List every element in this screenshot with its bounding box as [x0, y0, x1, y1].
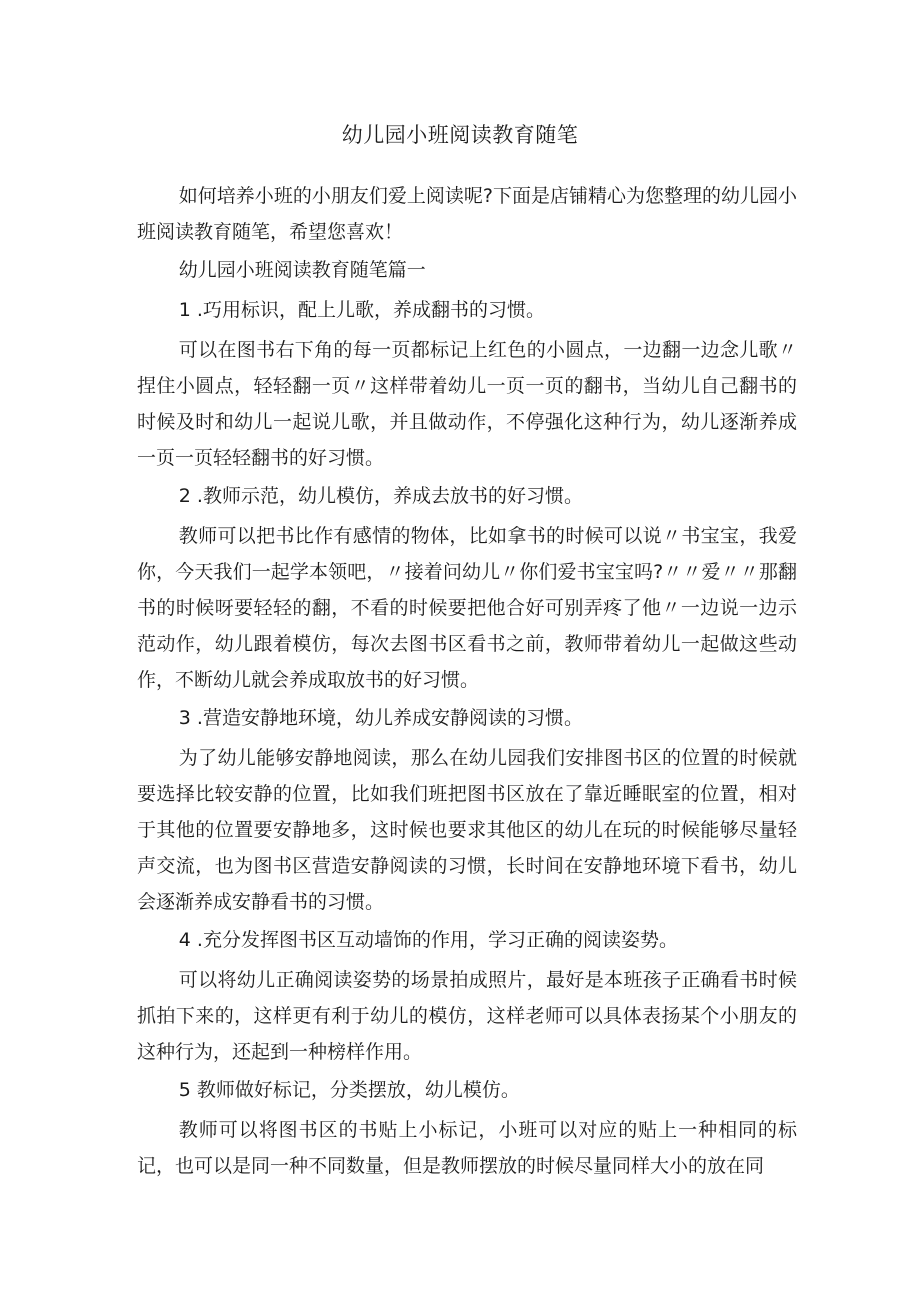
section-heading: 幼儿园小班阅读教育随笔篇一 [178, 259, 426, 281]
item-heading-3: 3 .营造安静地环境，幼儿养成安静阅读的习惯。 [178, 707, 583, 729]
document-title: 幼儿园小班阅读教育随笔 [341, 123, 579, 147]
item-paragraph-1: 可以在图书右下角的每一页都标记上红色的小圆点，一边翻一边念儿歌〃捏住小圆点，轻轻翻一页〃这样带着幼儿一页一页的翻书，当幼儿自己翻书的时候及时和幼儿一起说儿歌，并且做动作，不停强化这种行为，幼儿逐渐养成一页一页轻轻翻书的好习惯。 [137, 339, 797, 469]
item-heading-5: 5 教师做好标记，分类摆放，幼儿模仿。 [178, 1079, 520, 1101]
item-paragraph-4: 可以将幼儿正确阅读姿势的场景拍成照片，最好是本班孩子正确看书时候抓拍下来的，这样更有利于幼儿的模仿，这样老师可以具体表扬某个小朋友的这种行为，还起到一种榜样作用。 [137, 969, 797, 1063]
item-paragraph-2: 教师可以把书比作有感情的物体，比如拿书的时候可以说〃书宝宝，我爱你，今天我们一起学本领吧，〃接着问幼儿〃你们爱书宝宝吗?〃〃爱〃〃那翻书的时候呀要轻轻的翻，不看的时候要把他合好可别弄疼了他〃一边说一边示范动作，幼儿跟着模仿，每次去图书区看书之前，教师带着幼儿一起做这些动作，不断幼儿就会养成取放书的好习惯。 [137, 525, 797, 691]
item-paragraph-3: 为了幼儿能够安静地阅读，那么在幼儿园我们安排图书区的位置的时候就要选择比较安静的位置，比如我们班把图书区放在了靠近睡眠室的位置，相对于其他的位置要安静地多，这时候也要求其他区的幼儿在玩的时候能够尽量轻声交流，也为图书区营造安静阅读的习惯，长时间在安静地环境下看书，幼儿会逐渐养成安静看书的习惯。 [137, 747, 797, 913]
document-body [137, 178, 797, 1186]
item-heading-1: 1 .巧用标识，配上儿歌，养成翻书的习惯。 [178, 299, 545, 321]
item-heading-2: 2 .教师示范，幼儿模仿，养成去放书的好习惯。 [178, 485, 583, 507]
item-paragraph-5: 教师可以将图书区的书贴上小标记，小班可以对应的贴上一种相同的标记，也可以是同一种不同数量，但是教师摆放的时候尽量同样大小的放在同 [137, 1119, 797, 1177]
item-heading-4: 4 .充分发挥图书区互动墙饰的作用，学习正确的阅读姿势。 [178, 929, 678, 951]
intro-paragraph: 如何培养小班的小朋友们爱上阅读呢?下面是店铺精心为您整理的幼儿园小班阅读教育随笔，希望您喜欢！ [137, 185, 797, 243]
